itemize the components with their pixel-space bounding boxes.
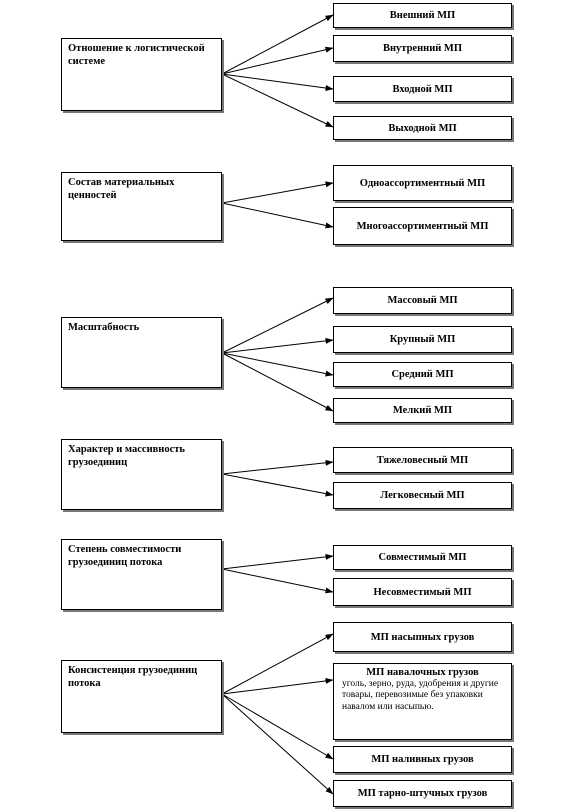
- type-box: [333, 482, 512, 509]
- type-box: [333, 207, 512, 245]
- arrow: [222, 462, 333, 474]
- arrow: [222, 694, 333, 759]
- arrow: [222, 353, 333, 375]
- type-label: Входной МП: [392, 83, 453, 95]
- arrow: [222, 680, 333, 694]
- type-box: [333, 76, 512, 102]
- type-label: Совместимый МП: [378, 552, 467, 563]
- arrow: [222, 183, 333, 203]
- type-label: Легковесный МП: [380, 490, 465, 501]
- type-label: МП наливных грузов: [371, 754, 474, 765]
- category-label: Состав материальных ценностей: [68, 177, 175, 201]
- arrow: [222, 474, 333, 495]
- arrow: [222, 298, 333, 353]
- category-label: Масштабность: [68, 322, 140, 333]
- category-box-compatibility: [61, 539, 222, 610]
- type-label: Тяжеловесный МП: [376, 454, 469, 466]
- type-label: Крупный МП: [389, 334, 456, 345]
- category-box-consistency: [61, 660, 222, 733]
- type-box: [333, 780, 512, 807]
- type-label: Выходной МП: [388, 122, 457, 134]
- category-label: Консистенция грузоединиц потока: [68, 665, 198, 689]
- arrow: [222, 340, 333, 353]
- type-box: [333, 398, 512, 423]
- type-label: Одноассортиментный МП: [359, 177, 486, 189]
- type-label: Внешний МП: [389, 10, 456, 21]
- type-box-bulk-detail: [333, 663, 512, 740]
- type-note: уголь, зерно, руда, удобрения и другие товары, перевозимые без упаковки навалом или насыпью.: [342, 678, 499, 712]
- type-box: [333, 545, 512, 570]
- type-box: [333, 447, 512, 473]
- type-label: Многоассортиментный МП: [356, 220, 489, 232]
- type-box: [333, 362, 512, 387]
- type-label: МП насыпных грузов: [370, 631, 475, 643]
- category-box-logistics-relation: [61, 38, 222, 111]
- type-label: Внутренний МП: [383, 43, 462, 54]
- arrow: [222, 203, 333, 227]
- type-box: [333, 746, 512, 773]
- arrow: [222, 15, 333, 74]
- type-box: [333, 35, 512, 62]
- type-box: [333, 287, 512, 314]
- category-label: Степень совместимости грузоединиц потока: [68, 544, 182, 568]
- arrow: [222, 48, 333, 74]
- type-box: [333, 326, 512, 353]
- type-box: [333, 116, 512, 140]
- type-label: Несовместимый МП: [373, 586, 472, 598]
- category-label: Характер и массивность грузоединиц: [68, 444, 185, 468]
- category-label: Отношение к логистической системе: [68, 43, 205, 67]
- type-box: [333, 578, 512, 606]
- type-label: Средний МП: [391, 369, 454, 380]
- type-label: Массовый МП: [387, 295, 458, 306]
- category-box-scale: [61, 317, 222, 388]
- arrow: [222, 569, 333, 592]
- arrow: [222, 353, 333, 411]
- arrow: [222, 634, 333, 694]
- category-box-cargo-unit-character: [61, 439, 222, 510]
- type-box: [333, 3, 512, 28]
- arrow: [222, 694, 333, 794]
- type-label: МП тарно-штучных грузов: [357, 788, 488, 799]
- type-label: МП навалочных грузов: [366, 667, 479, 678]
- category-box-material-composition: [61, 172, 222, 241]
- type-box: [333, 622, 512, 652]
- type-box: [333, 165, 512, 201]
- arrow: [222, 556, 333, 569]
- type-label: Мелкий МП: [392, 405, 453, 416]
